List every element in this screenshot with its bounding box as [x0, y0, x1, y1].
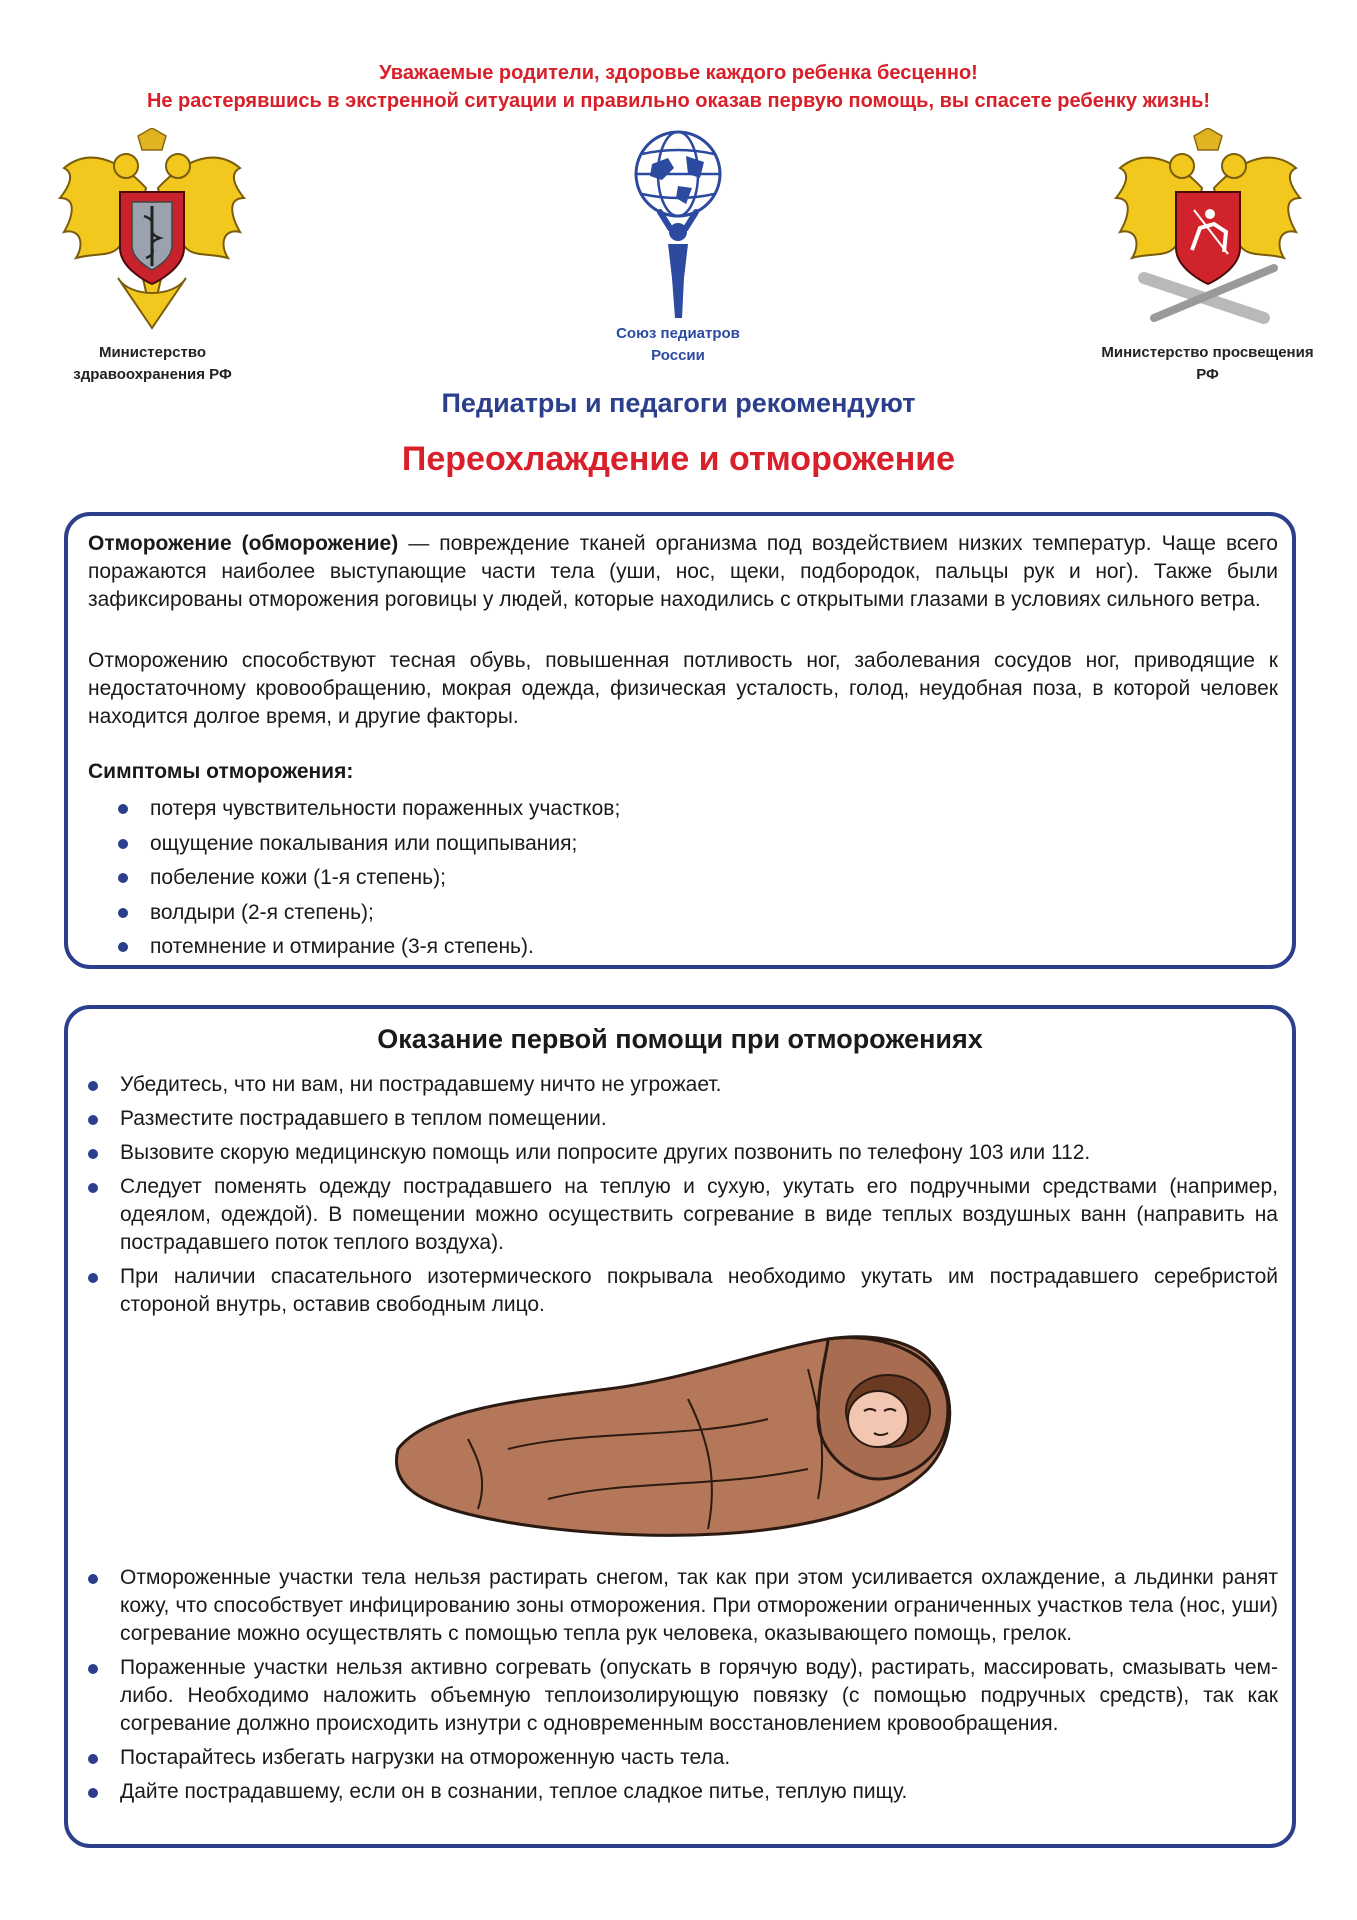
bullet-icon	[118, 873, 128, 883]
list-item: При наличии спасательного изотермического покрывала необходимо укутать им пострадавшего серебристой стороной внутрь, оставив свободным лицо.	[88, 1263, 1278, 1319]
first-aid-panel	[64, 1005, 1296, 1848]
health-ministry-label: Министерство здравоохранения РФ	[73, 344, 232, 383]
list-item: Пораженные участки нельзя активно согревать (опускать в горячую воду), растирать, массировать, смазывать чем-либо. Необходимо наложить объемную теплоизолирующую повязку (с помощью подручных средств), так как согревание должно происходить изнутри с одновременным восстановлением кровообращения.	[88, 1654, 1278, 1738]
bullet-icon	[118, 839, 128, 849]
bullet-icon	[88, 1754, 98, 1764]
bullet-icon	[88, 1183, 98, 1193]
bullet-icon	[88, 1574, 98, 1584]
person-wrapped-in-blanket-illustration	[388, 1329, 988, 1544]
bullet-icon	[118, 942, 128, 952]
list-item: Отмороженные участки тела нельзя растирать снегом, так как при этом усиливается охлаждение, а льдинки ранят кожу, что способствует инфицированию зоны отморожения. При отморожении ограниченных участков тела (нос, уши) согревание можно осуществлять с помощью тепла рук человека, оказывающего помощь, грелок.	[88, 1564, 1278, 1648]
info-panel	[64, 512, 1296, 969]
definition-term: Отморожение (обморожение)	[88, 532, 399, 555]
first-aid-steps-list	[88, 1071, 1278, 1325]
education-ministry-emblem-icon	[1114, 128, 1302, 338]
list-item: Дайте пострадавшему, если он в сознании, теплое сладкое питье, теплую пищу.	[88, 1778, 1278, 1806]
list-item: побеление кожи (1-я степень);	[118, 861, 1218, 896]
first-aid-title: Оказание первой помощи при отморожениях	[377, 1024, 983, 1054]
bullet-icon	[88, 1664, 98, 1674]
page-subtitle: Педиатры и педагоги рекомендуют	[441, 388, 916, 418]
causes-paragraph: Отморожению способствуют тесная обувь, повышенная потливость ног, заболевания сосудов ног, приводящие к недостаточному кровообращению, мокрая одежда, физическая усталость, голод, неудобная поза, в которой человек находится долгое время, и другие факторы.	[88, 649, 1278, 728]
list-item: волдыри (2-я степень);	[118, 896, 1218, 931]
bullet-icon	[88, 1273, 98, 1283]
list-item: Убедитесь, что ни вам, ни пострадавшему ничто не угрожает.	[88, 1071, 1278, 1099]
education-ministry-label: Министерство просвещения РФ	[1101, 344, 1314, 383]
symptoms-list	[118, 792, 1218, 965]
list-item: Вызовите скорую медицинскую помощь или попросите других позвонить по телефону 103 или 112.	[88, 1139, 1278, 1167]
list-item: потемнение и отмирание (3-я степень).	[118, 930, 1218, 965]
header-message-line2: Не растерявшись в экстренной ситуации и правильно оказав первую помощь, вы спасете ребенку жизнь!	[146, 90, 1211, 112]
symptoms-heading: Симптомы отморожения:	[88, 760, 354, 783]
first-aid-warnings-list	[88, 1564, 1278, 1812]
bullet-icon	[88, 1081, 98, 1091]
list-item: Следует поменять одежду пострадавшего на теплую и сухую, укутать его подручными средствами (например, одеялом, одеждой). В помещении можно осуществить согревание в виде теплых воздушных ванн (направить на пострадавшего поток теплого воздуха).	[88, 1173, 1278, 1257]
list-item: ощущение покалывания или пощипывания;	[118, 827, 1218, 862]
page-title: Переохлаждение и отморожение	[401, 440, 956, 478]
definition-text: — повреждение тканей организма под воздействием низких температур. Чаще всего поражаются наиболее выступающие части тела (уши, нос, щеки, подбородок, пальцы рук и ног). Также были зафиксированы отморожения роговицы у людей, которые находились с открытыми глазами в условиях сильного ветра.	[88, 532, 1278, 611]
bullet-icon	[88, 1149, 98, 1159]
definition-paragraph	[88, 530, 1278, 614]
bullet-icon	[88, 1115, 98, 1125]
health-ministry-emblem-icon	[58, 128, 246, 338]
bullet-icon	[88, 1788, 98, 1798]
list-item: Разместите пострадавшего в теплом помещении.	[88, 1105, 1278, 1133]
pediatricians-union-logo-icon	[628, 128, 728, 324]
bullet-icon	[118, 908, 128, 918]
list-item: Постарайтесь избегать нагрузки на отмороженную часть тела.	[88, 1744, 1278, 1772]
list-item: потеря чувствительности пораженных участков;	[118, 792, 1218, 827]
header-message-line1: Уважаемые родители, здоровье каждого ребенка бесценно!	[379, 62, 978, 84]
bullet-icon	[118, 804, 128, 814]
pediatricians-union-label: Союз педиатров России	[616, 325, 740, 364]
